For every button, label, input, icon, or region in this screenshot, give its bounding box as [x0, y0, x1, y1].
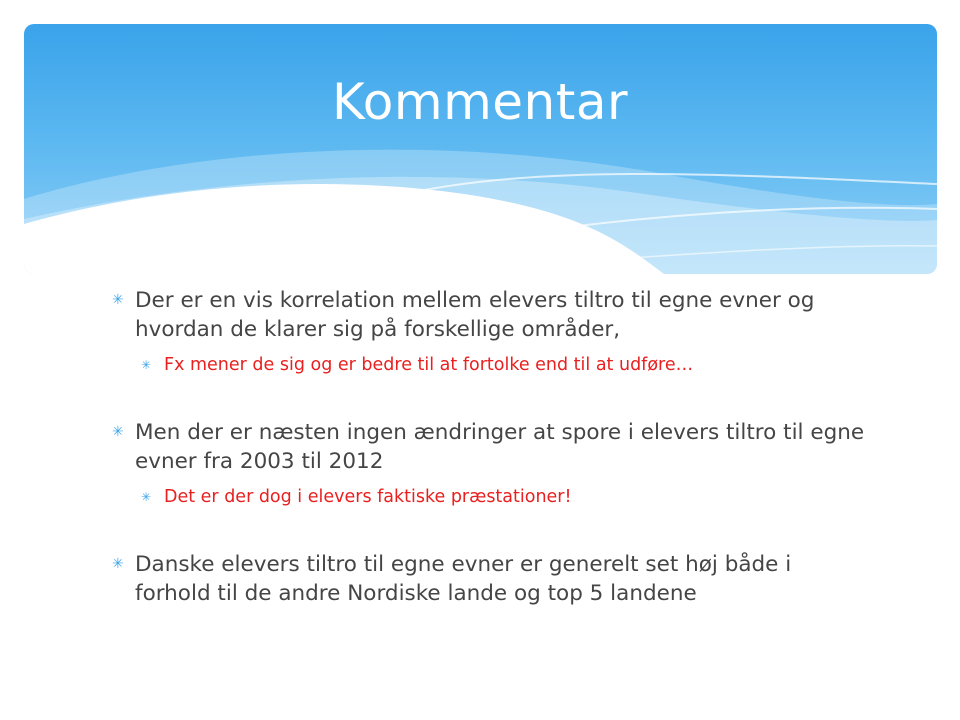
bullet-text: Der er en vis korrelation mellem elevers tiltro til egne evner og hvordan de klarer sig på forskellige områder,: [135, 288, 815, 342]
asterisk-bullet-icon: ✳: [112, 292, 124, 308]
asterisk-bullet-icon: ✳: [112, 556, 124, 572]
asterisk-bullet-icon: ✳: [141, 358, 152, 372]
sub-bullet-item: [141, 484, 872, 510]
bullet-item: [112, 418, 872, 476]
asterisk-bullet-icon: ✳: [141, 490, 152, 504]
slide-title: Kommentar: [331, 73, 629, 131]
bullet-item: [112, 286, 872, 344]
bullet-item: [112, 550, 872, 608]
slide-content: [112, 286, 872, 608]
sub-bullet-text: Det er der dog i elevers faktiske præstationer!: [164, 487, 572, 507]
sub-bullet-item: [141, 352, 872, 378]
bullet-text: Danske elevers tiltro til egne evner er generelt set høj både i forhold til de andre Nordiske lande og top 5 landene: [135, 552, 792, 606]
asterisk-bullet-icon: ✳: [112, 424, 124, 440]
sub-bullet-text: Fx mener de sig og er bedre til at fortolke end til at udføre…: [164, 355, 694, 375]
header-banner: [24, 24, 937, 274]
bullet-text: Men der er næsten ingen ændringer at spore i elevers tiltro til egne evner fra 2003 til 2012: [135, 420, 865, 474]
wave-decoration: [24, 24, 937, 274]
